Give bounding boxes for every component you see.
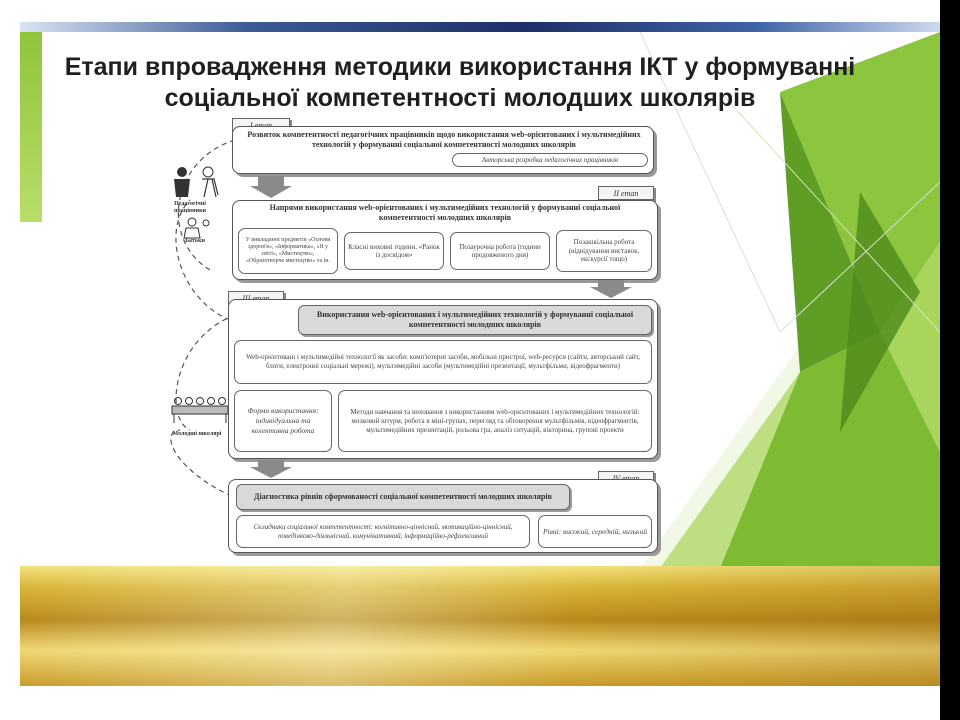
stage3-forms: Форми використання: індивідуальна та колективна робота: [234, 390, 332, 452]
stage2-item-2: Класні виховні години, «Ранок із досвідом»: [344, 232, 444, 270]
arrow-2-head: [590, 287, 632, 298]
label-parents: Батьки: [185, 238, 205, 244]
arrow-1-head: [250, 186, 292, 198]
label-pupils: Молодші школярі: [172, 431, 222, 437]
arrow-1-shaft: [258, 176, 284, 186]
top-title-strip: [20, 22, 940, 32]
stage2-heading: Напрями використання web-орієнтованих і мультимедійних технологій у формуванні соціальної компетентності молодших школярів: [269, 203, 621, 222]
stage2-item-4: Позашкільна робота (відвідування виставок, екскурсії тощо): [556, 230, 652, 272]
stage4-heading: Діагностика рівнів сформованості соціальної компетентності молодших школярів: [236, 484, 570, 510]
pupils-figures-icon: [170, 395, 230, 425]
right-black-edge: [940, 0, 960, 720]
bottom-margin: [0, 686, 960, 720]
stage4-levels: Рівні: високий, середній, низький: [538, 515, 652, 548]
parents-figure-icon: [180, 217, 216, 239]
stage4-components: Складники соціальної компетентності: когнітивно-ціннісний, мотиваційно-ціннісний, поведінково-діяльнісний, комунікативний, інформаційно-рефлексивний: [236, 515, 530, 548]
stage1-heading: Розвиток компетентності педагогічних працівників щодо використання web-орієнтованих і мультимедійних технологій у формуванні соціальної компетентності молодших школярів: [247, 130, 641, 149]
slide-title: Етапи впровадження методики використання ІКТ у формуванні соціальної компетентності молодших школярів: [64, 53, 856, 112]
stage2-tab: ІІ етап: [598, 186, 654, 200]
stage1-sub: Авторська розробка педагогічних працівників: [452, 153, 648, 167]
stage2-item-3: Позаурочна робота (години продовженого дня): [450, 232, 550, 270]
label-teachers: Педагогічні працівники: [174, 201, 206, 214]
stage2-item-1: У викладанні предметів «Основи здоров'я», «Інформатика», «Я у світі», «Мистецтво», «Образотворче мистецтво» та ін.: [238, 228, 338, 274]
arrow-3-head: [250, 467, 292, 478]
teachers-figures-icon: [168, 165, 228, 201]
stage3-methods: Методи навчання та виховання з використанням web-орієнтованих і мультимедійних технологій: мозковий штурм, робота в міні-групах, перегляд та обговорення мультфільмів, відеофрагментів, мультимедійних презентацій, рольова гра, аналіз ситуацій, вікторина, групові проекти: [338, 390, 652, 452]
stage3-means: Web-орієнтовані і мультимедійні технології як засоби: комп'ютерні засоби, мобільні пристрої, web-ресурси (сайти, авторський сайт, блоги, електронні соціальні мережі), мультимедійні засоби (мультимедійні презентації, мультфільми, відеофрагменти): [234, 340, 652, 384]
gold-footer-band: [20, 566, 940, 686]
stage3-heading: Використання web-орієнтованих і мультимедійних технологій у формуванні соціальної компетентності молодших школярів: [298, 305, 652, 335]
